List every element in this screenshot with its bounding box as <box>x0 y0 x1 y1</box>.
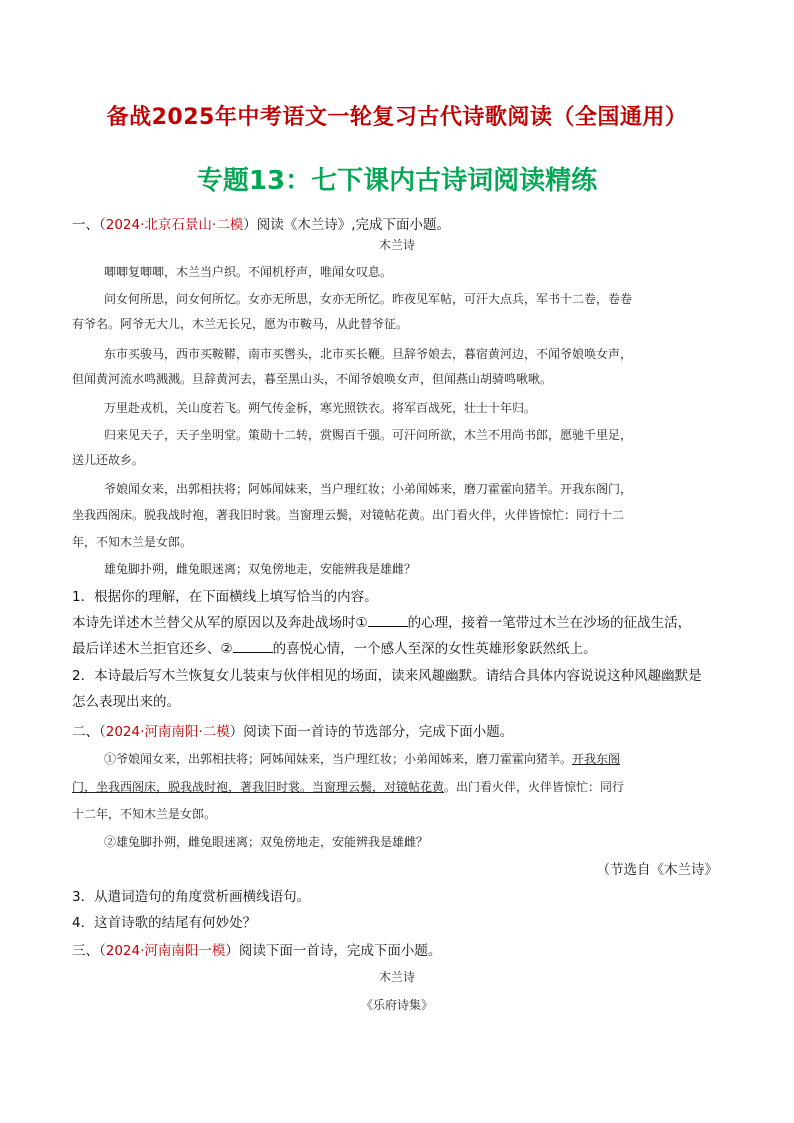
answer-blank-1[interactable] <box>368 614 408 627</box>
poem-line: 雄兔脚扑朔，雌兔眼迷离；双兔傍地走，安能辨我是雄雌？ <box>104 562 417 576</box>
question-1-text-line1: 本诗先详述木兰替父从军的原因以及奔赴战场时① 的心理，接着一笔带过木兰在沙场的征战生活， <box>72 615 692 631</box>
section1-instruction: ）阅读《木兰诗》,完成下面小题。 <box>243 217 450 233</box>
section1-poem-title: 木兰诗 <box>378 238 415 252</box>
section1-source: 2024·北京石景山·二模 <box>105 217 244 233</box>
section3-poem-source: 《乐府诗集》 <box>360 998 433 1012</box>
excerpt-line-2: 门，坐我西阁床，脱我战时袍，著我旧时裳。当窗理云鬓，对镜帖花黄。出门看火伴，火伴皆惊忙：同行 <box>72 780 625 794</box>
poem-line: 但闻黄河流水鸣溅溅。旦辞黄河去，暮至黑山头，不闻爷娘唤女声，但闻燕山胡骑鸣啾啾。 <box>72 372 553 386</box>
section3-heading: 三、（2024·河南南阳一模）阅读下面一首诗，完成下面小题。 <box>72 943 442 959</box>
section3-poem-title: 木兰诗 <box>378 970 415 984</box>
poem-line: 东市买骏马，西市买鞍鞯，南市买辔头，北市买长鞭。旦辞爷娘去，暮宿黄河边，不闻爷娘唤女声， <box>104 347 633 361</box>
question-1-text-line2: 最后详述木兰拒官还乡、② 的喜悦心情，一个感人至深的女性英雄形象跃然纸上。 <box>72 641 597 657</box>
poem-line: 送儿还故乡。 <box>72 453 145 467</box>
section2-instruction: ）阅读下面一首诗的节选部分，完成下面小题。 <box>229 724 514 740</box>
section1-prefix: 一、（ <box>72 217 106 233</box>
document-main-title: 备战2025年中考语文一轮复习古代诗歌阅读（全国通用） <box>106 105 688 130</box>
question-1: 1．根据你的理解，在下面横线上填写恰当的内容。 <box>72 589 378 605</box>
poem-line: 坐我西阁床。脱我战时袍，著我旧时裳。当窗理云鬓，对镜帖花黄。出门看火伴，火伴皆惊忙：同行十二 <box>72 508 625 522</box>
underlined-sentence: 开我东阁 <box>572 752 621 766</box>
poem-line: 归来见天子，天子坐明堂。策勋十二转，赏赐百千强。可汗问所欲，木兰不用尚书郎，愿驰千里足， <box>104 428 633 442</box>
poem-line: 万里赴戎机，关山度若飞。朔气传金柝，寒光照铁衣。将军百战死，壮士十年归。 <box>104 401 537 415</box>
question-4: 4．这首诗歌的结尾有何妙处？ <box>72 915 257 931</box>
poem-line: 有爷名。阿爷无大儿，木兰无长兄，愿为市鞍马，从此替爷征。 <box>72 317 409 331</box>
question-3: 3．从遣词造句的角度赏析画横线语句。 <box>72 889 311 905</box>
question-2-line2: 怎么表现出来的。 <box>72 694 180 710</box>
section2-heading: 二、（2024·河南南阳·二模）阅读下面一首诗的节选部分，完成下面小题。 <box>72 724 514 740</box>
section3-source: 2024·河南南阳一模 <box>105 943 226 959</box>
section3-instruction: ）阅读下面一首诗，完成下面小题。 <box>225 943 442 959</box>
poem-line: 问女何所思，问女何所忆。女亦无所思，女亦无所忆。昨夜见军帖，可汗大点兵，军书十二卷，卷卷 <box>104 292 633 306</box>
excerpt-line-4: ②雄兔脚扑朔，雌兔眼迷离；双兔傍地走，安能辨我是雄雌？ <box>104 835 429 849</box>
topic-title: 专题13：七下课内古诗词阅读精练 <box>196 166 598 196</box>
excerpt-line-3: 十二年，不知木兰是女郎。 <box>72 807 217 821</box>
answer-blank-2[interactable] <box>233 640 273 653</box>
poem-line: 唧唧复唧唧，木兰当户织。不闻机杼声，唯闻女叹息。 <box>104 265 393 279</box>
poem-line: 年，不知木兰是女郎。 <box>72 535 193 549</box>
section2-source: 2024·河南南阳·二模 <box>105 724 230 740</box>
question-2-line1: 2．本诗最后写木兰恢复女儿装束与伙伴相见的场面，读来风趣幽默。请结合具体内容说说这种风趣幽默是 <box>72 668 702 684</box>
underlined-sentence: 门，坐我西阁床，脱我战时袍，著我旧时裳。当窗理云鬓，对镜帖花黄 <box>72 780 445 794</box>
excerpt-source: （节选自《木兰诗》 <box>596 862 718 878</box>
excerpt-line-1: ①爷娘闻女来，出郭相扶将；阿姊闻妹来，当户理红妆；小弟闻姊来，磨刀霍霍向猪羊。开我东阁 <box>104 752 621 766</box>
poem-line: 爷娘闻女来，出郭相扶将；阿姊闻妹来，当户理红妆；小弟闻姊来，磨刀霍霍向猪羊。开我东阁门， <box>104 482 633 496</box>
section1-heading <box>72 216 722 234</box>
